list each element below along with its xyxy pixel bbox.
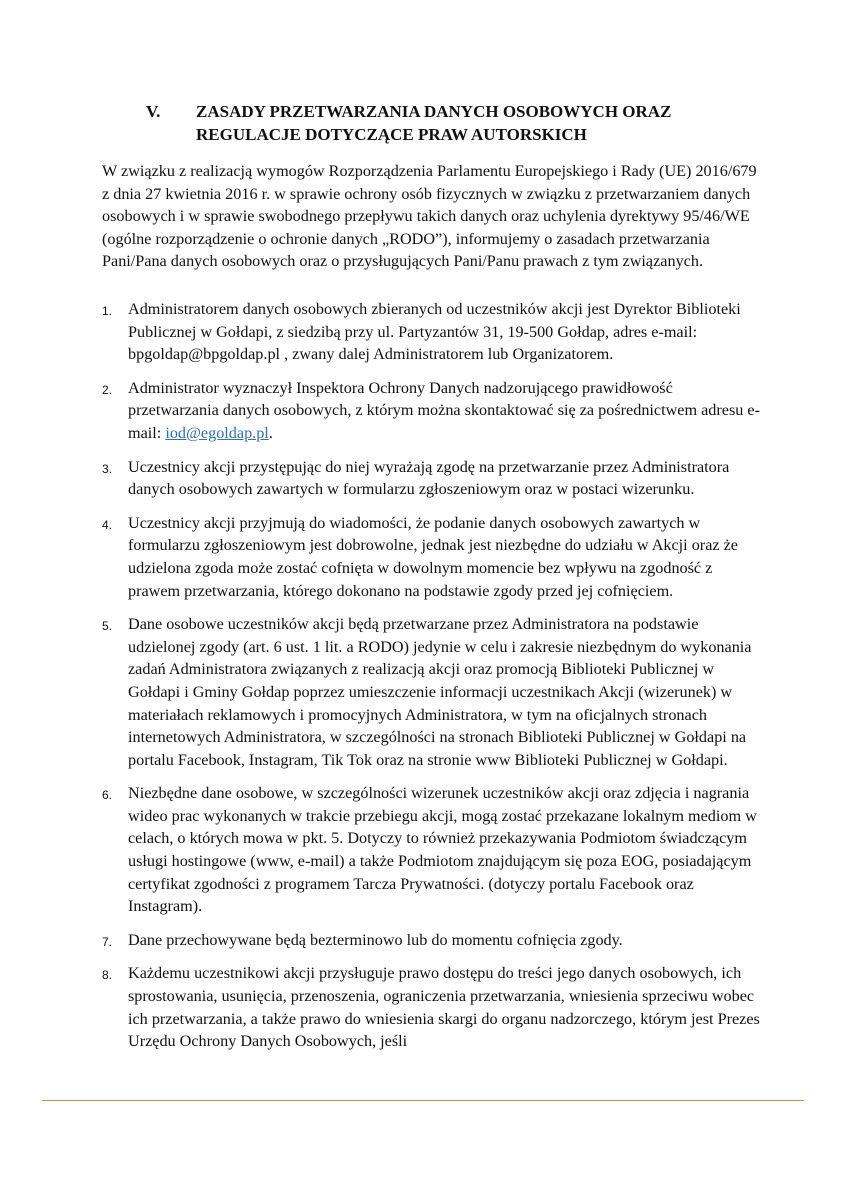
- list-marker: 6.: [102, 788, 113, 803]
- list-item: [102, 377, 762, 445]
- list-item: [102, 962, 762, 1052]
- list-marker: 8.: [102, 968, 113, 983]
- list-item-text: Administratorem danych osobowych zbieranych od uczestników akcji jest Dyrektor Biblioteki Publicznej w Gołdapi, z siedzibą przy ul. Partyzantów 31, 19-500 Gołdap, adres e-mail: bpgoldap@bpgoldap.pl , zwany dalej Administratorem lub Organizatorem.: [128, 300, 741, 364]
- section-title: [196, 100, 756, 146]
- section-title-line-1: ZASADY PRZETWARZANIA DANYCH OSOBOWYCH ORAZ: [196, 102, 672, 121]
- list-item-text-end: .: [268, 423, 273, 442]
- list-item: [102, 512, 762, 602]
- section-number: V.: [146, 102, 161, 121]
- list-item-text: Uczestnicy akcji przyjmują do wiadomości, że podanie danych osobowych zawartych w formularzu zgłoszeniowym jest dobrowolne, jednak jest niezbędne do udziału w Akcji oraz że udzielona zgoda może zostać cofnięta w dowolnym momencie bez wpływu na zgodność z prawem przetwarzania, którego dokonano na podstawie zgody przed jej cofnięciem.: [128, 513, 738, 600]
- list-marker: 3.: [102, 461, 113, 476]
- list-item-text: Niezbędne dane osobowe, w szczególności wizerunek uczestników akcji oraz zdjęcia i nagrania wideo prac wykonanych w trakcie przebiegu akcji, mogą zostać przekazane lokalnym mediom w celach, o których mowa w pkt. 5. Dotyczy to również przekazywania Podmiotom świadczącym usługi hostingowe (www, e-mail) a także Podmiotom znajdującym się poza EOG, posiadającym certyfikat zgodności z programem Tarcza Prywatności. (dotyczy portalu Facebook oraz Instagram).: [128, 784, 757, 916]
- list-item: [102, 298, 762, 366]
- list-item: [102, 456, 762, 501]
- section-title-line-2: REGULACJE DOTYCZĄCE PRAW AUTORSKICH: [196, 125, 587, 144]
- iod-email-link[interactable]: iod@egoldap.pl: [165, 423, 269, 442]
- list-item: [102, 929, 762, 952]
- list-item: [102, 782, 762, 918]
- list-marker: 7.: [102, 934, 113, 949]
- footer-rule: [42, 1100, 804, 1101]
- list-item-text: Dane osobowe uczestników akcji będą przetwarzane przez Administratora na podstawie udzielonej zgody (art. 6 ust. 1 lit. a RODO) jedynie w celu i zakresie niezbędnym do wykonania zadań Administratora związanych z realizacją akcji oraz promocją Biblioteki Publicznej w Gołdapi i Gminy Gołdap poprzez umieszczenie informacji uczestnikach Akcji (wizerunek) w materiałach reklamowych i promocyjnych Administratora, w tym na oficjalnych stronach internetowych Administratora, w szczególności na stronach Biblioteki Publicznej w Gołdapi na portalu Facebook, Instagram, Tik Tok oraz na stronie www Biblioteki Publicznej w Gołdapi.: [128, 615, 752, 769]
- list-marker: 1.: [102, 304, 113, 318]
- list-item-text: Dane przechowywane będą bezterminowo lub do momentu cofnięcia zgody.: [128, 930, 623, 949]
- list-marker: 2.: [102, 382, 113, 397]
- list-marker: 5.: [102, 619, 113, 634]
- list-item-text: Uczestnicy akcji przystępując do niej wyrażają zgodę na przetwarzanie przez Administratora danych osobowych zawartych w formularzu zgłoszeniowym oraz w postaci wizerunku.: [128, 457, 730, 499]
- list-item: [102, 613, 762, 771]
- list-item-text: Każdemu uczestnikowi akcji przysługuje prawo dostępu do treści jego danych osobowych, ich sprostowania, usunięcia, przenoszenia, ograniczenia przetwarzania, wniesienia sprzeciwu wobec ich przetwarzania, a także prawo do wniesienia skargi do organu nadzorczego, którym jest Prezes Urzędu Ochrony Danych Osobowych, jeśli: [128, 964, 760, 1051]
- list-item-text: Administrator wyznaczył Inspektora Ochrony Danych nadzorującego prawidłowość przetwarzania danych osobowych, z którym można skontaktować się za pośrednictwem adresu e-mail:: [128, 378, 760, 442]
- intro-paragraph: W związku z realizacją wymogów Rozporządzenia Parlamentu Europejskiego i Rady (UE) 2016/679 z dnia 27 kwietnia 2016 r. w sprawie ochrony osób fizycznych w związku z przetwarzaniem danych osobowych i w sprawie swobodnego przepływu takich danych oraz uchylenia dyrektywy 95/46/WE (ogólne rozporządzenie o ochronie danych „RODO”), informujemy o zasadach przetwarzania Pani/Pana danych osobowych oraz o przysługujących Pani/Panu prawach z tym związanych.: [102, 162, 757, 271]
- list-marker: 4.: [102, 517, 113, 532]
- rules-list: [102, 298, 762, 1064]
